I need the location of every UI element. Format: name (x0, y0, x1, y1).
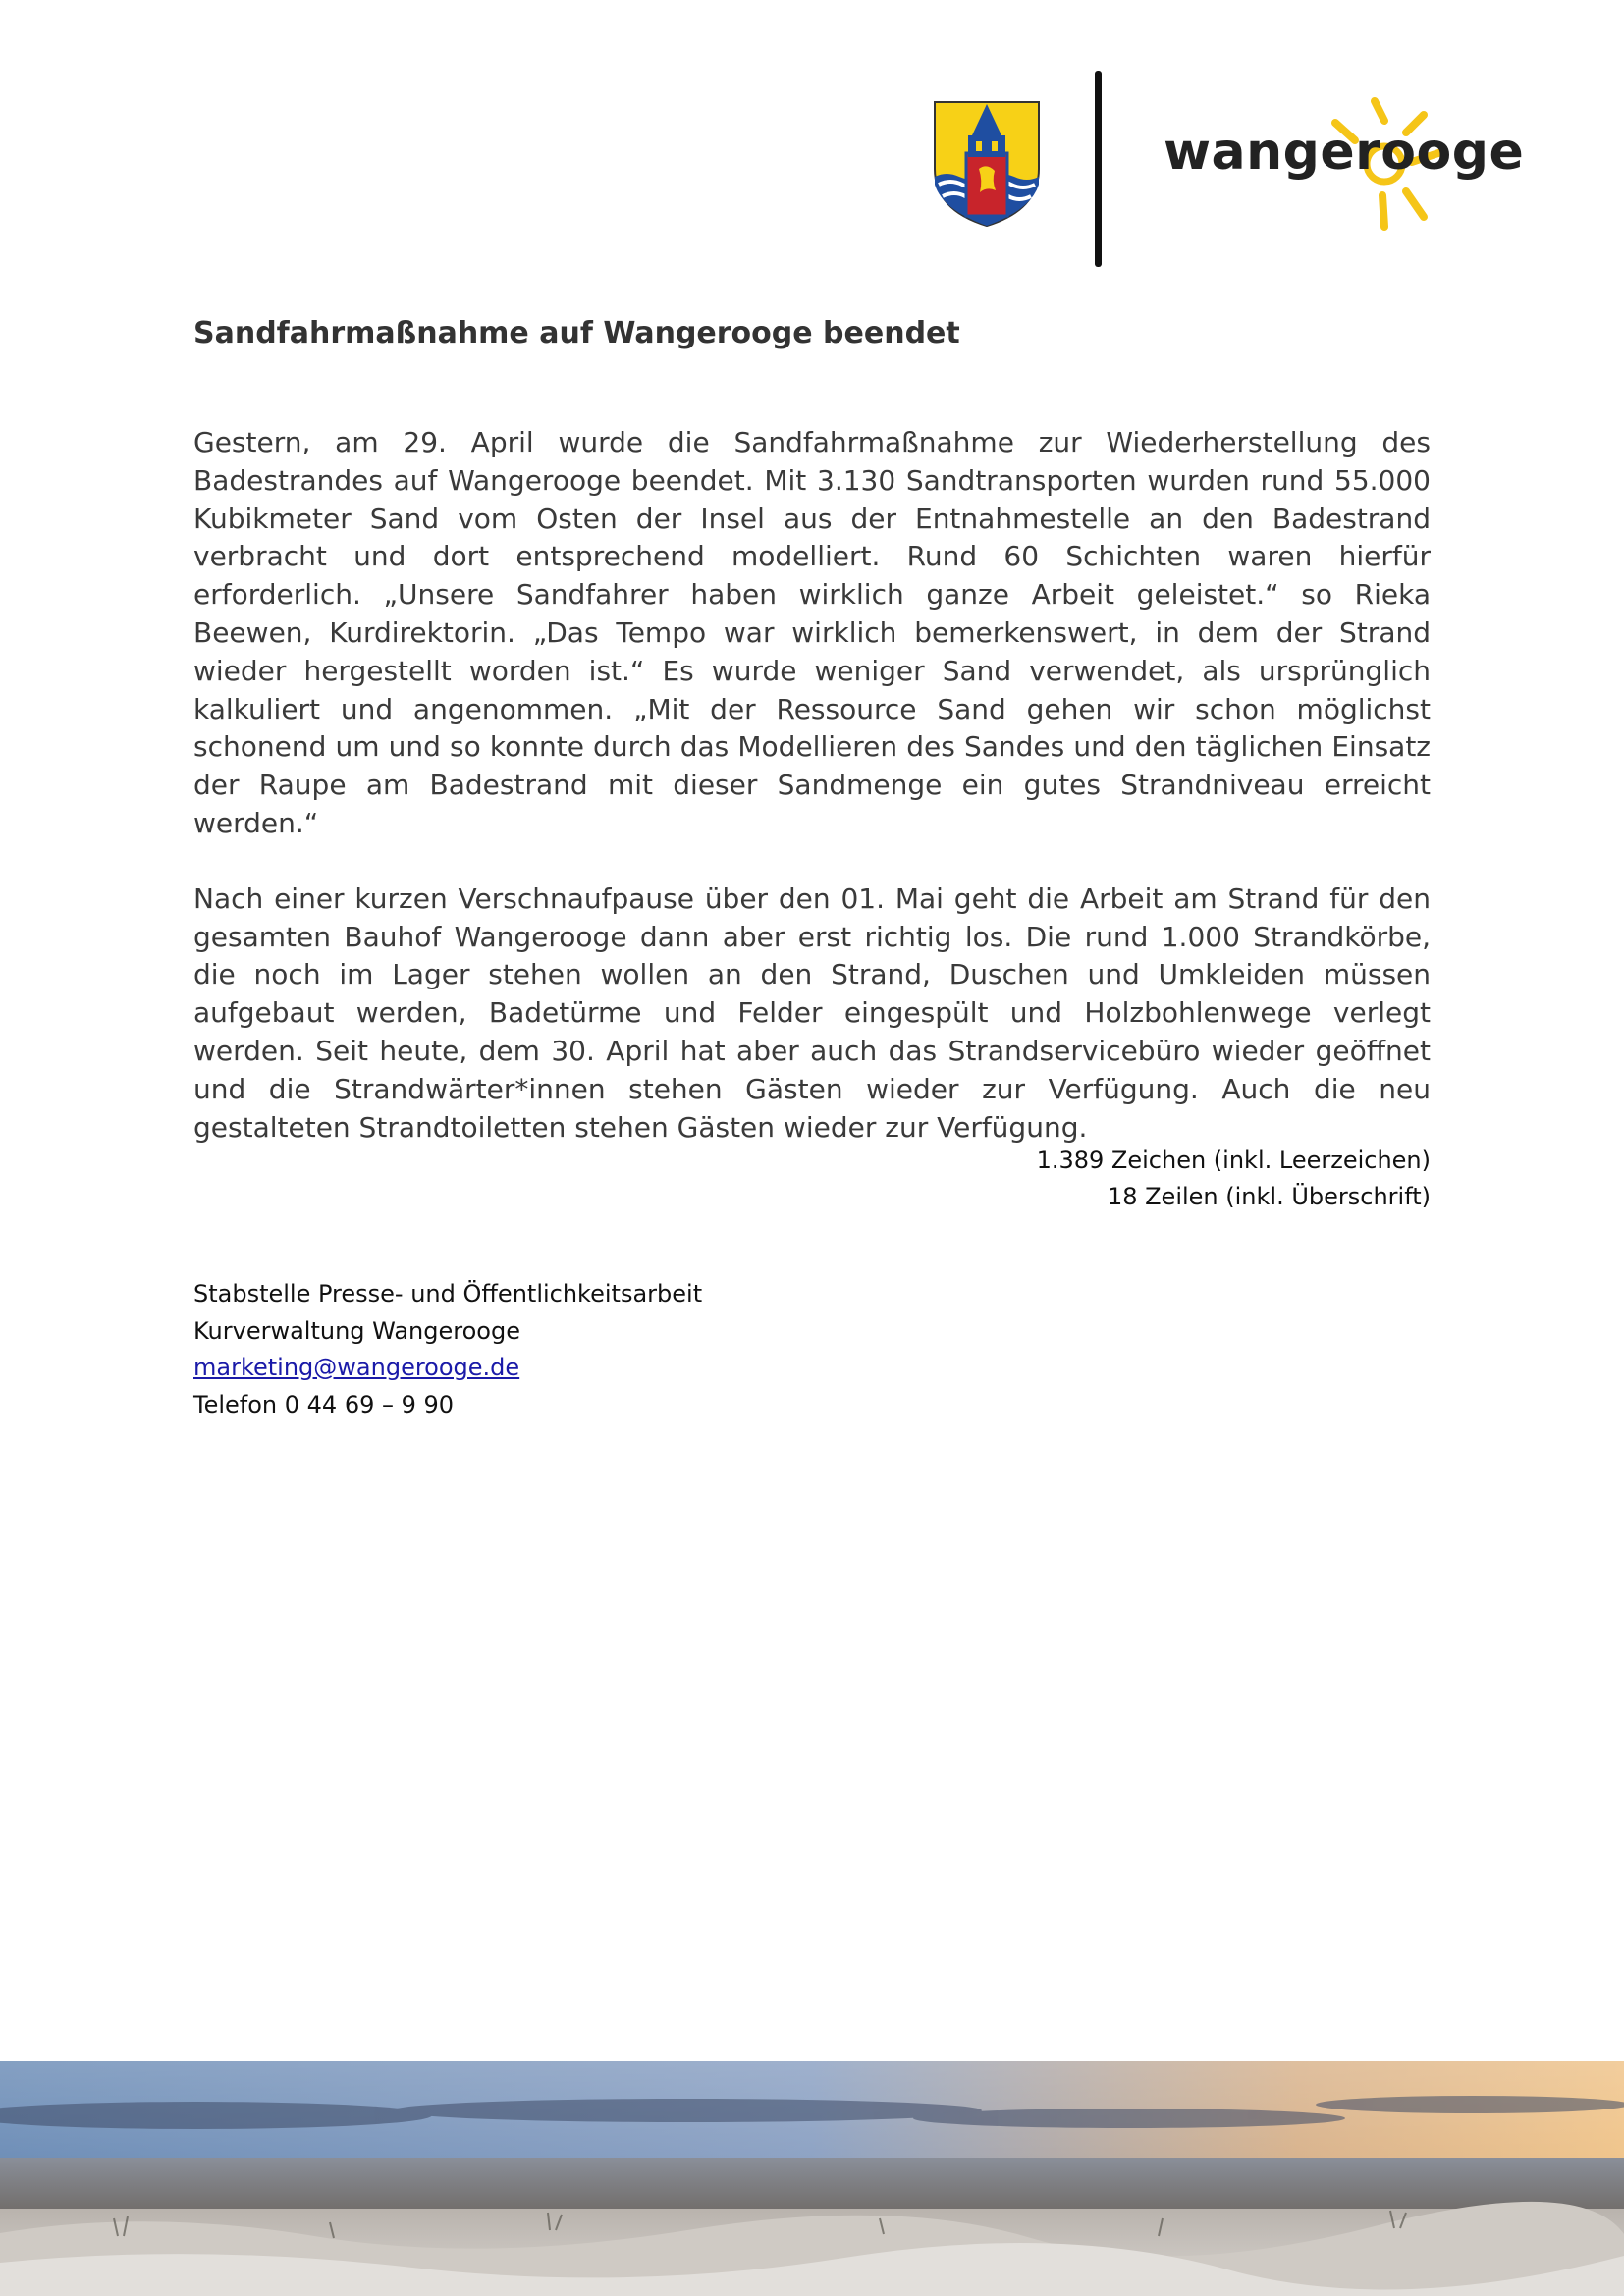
character-count: 1.389 Zeichen (inkl. Leerzeichen) (1036, 1147, 1431, 1174)
line-count: 18 Zeilen (inkl. Überschrift) (1107, 1183, 1431, 1210)
beach-panorama-image (0, 2061, 1624, 2296)
logo-wordmark: wangerooge (1164, 123, 1525, 182)
contact-email-link[interactable]: marketing@wangerooge.de (193, 1354, 520, 1381)
article-paragraph: Nach einer kurzen Verschnaufpause über den 01. Mai geht die Arbeit am Strand für den gesamten Bauhof Wangerooge dann aber erst richtig los. Die rund 1.000 Strandkörbe, die noch im Lager stehen wollen an den Strand, Duschen und Umkleiden müssen aufgebaut werden, Badetürme und Felder eingespült und Holzbohlenwege verlegt werden. Seit heute, dem 30. April hat aber auch das Strandservicebüro wieder geöffnet und die Strandwärter*innen stehen Gästen wieder zur Verfügung. Auch die neu gestalteten Strandtoiletten stehen Gästen wieder zur Verfügung. (193, 881, 1431, 1144)
wangerooge-logo (1164, 93, 1525, 231)
article-title: Sandfahrmaßnahme auf Wangerooge beendet (193, 316, 960, 350)
contact-phone: Telefon 0 44 69 – 9 90 (193, 1390, 455, 1418)
header-divider (1095, 71, 1102, 267)
article-paragraph: Gestern, am 29. April wurde die Sandfahrmaßnahme zur Wiederherstellung des Badestrandes auf Wangerooge beendet. Mit 3.130 Sandtransporten wurden rund 55.000 Kubikmeter Sand vom Osten der Insel aus der Entnahmestelle an den Badestrand verbracht und dort entsprechend modelliert. Rund 60 Schichten waren hierfür erforderlich. „Unsere Sandfahrer haben wirklich ganze Arbeit geleistet.“ so Rieka Beewen, Kurdirektorin. „Das Tempo war wirklich bemerkenswert, in dem der Strand wieder hergestellt worden ist.“ Es wurde weniger Sand verwendet, als ursprünglich kalkuliert und angenommen. „Mit der Ressource Sand gehen wir schon möglichst schonend um und so konnte durch das Modellieren des Sandes und den täglichen Einsatz der Raupe am Badestrand mit dieser Sandmenge ein gutes Strandniveau erreicht werden.“ (193, 426, 1431, 839)
contact-department: Stabstelle Presse- und Öffentlichkeitsarbeit (193, 1280, 703, 1308)
contact-block (193, 1276, 702, 1423)
article-body (193, 424, 1431, 1184)
contact-organization: Kurverwaltung Wangerooge (193, 1316, 520, 1345)
coat-of-arms-logo (933, 100, 1041, 228)
text-statistics (1037, 1143, 1431, 1215)
